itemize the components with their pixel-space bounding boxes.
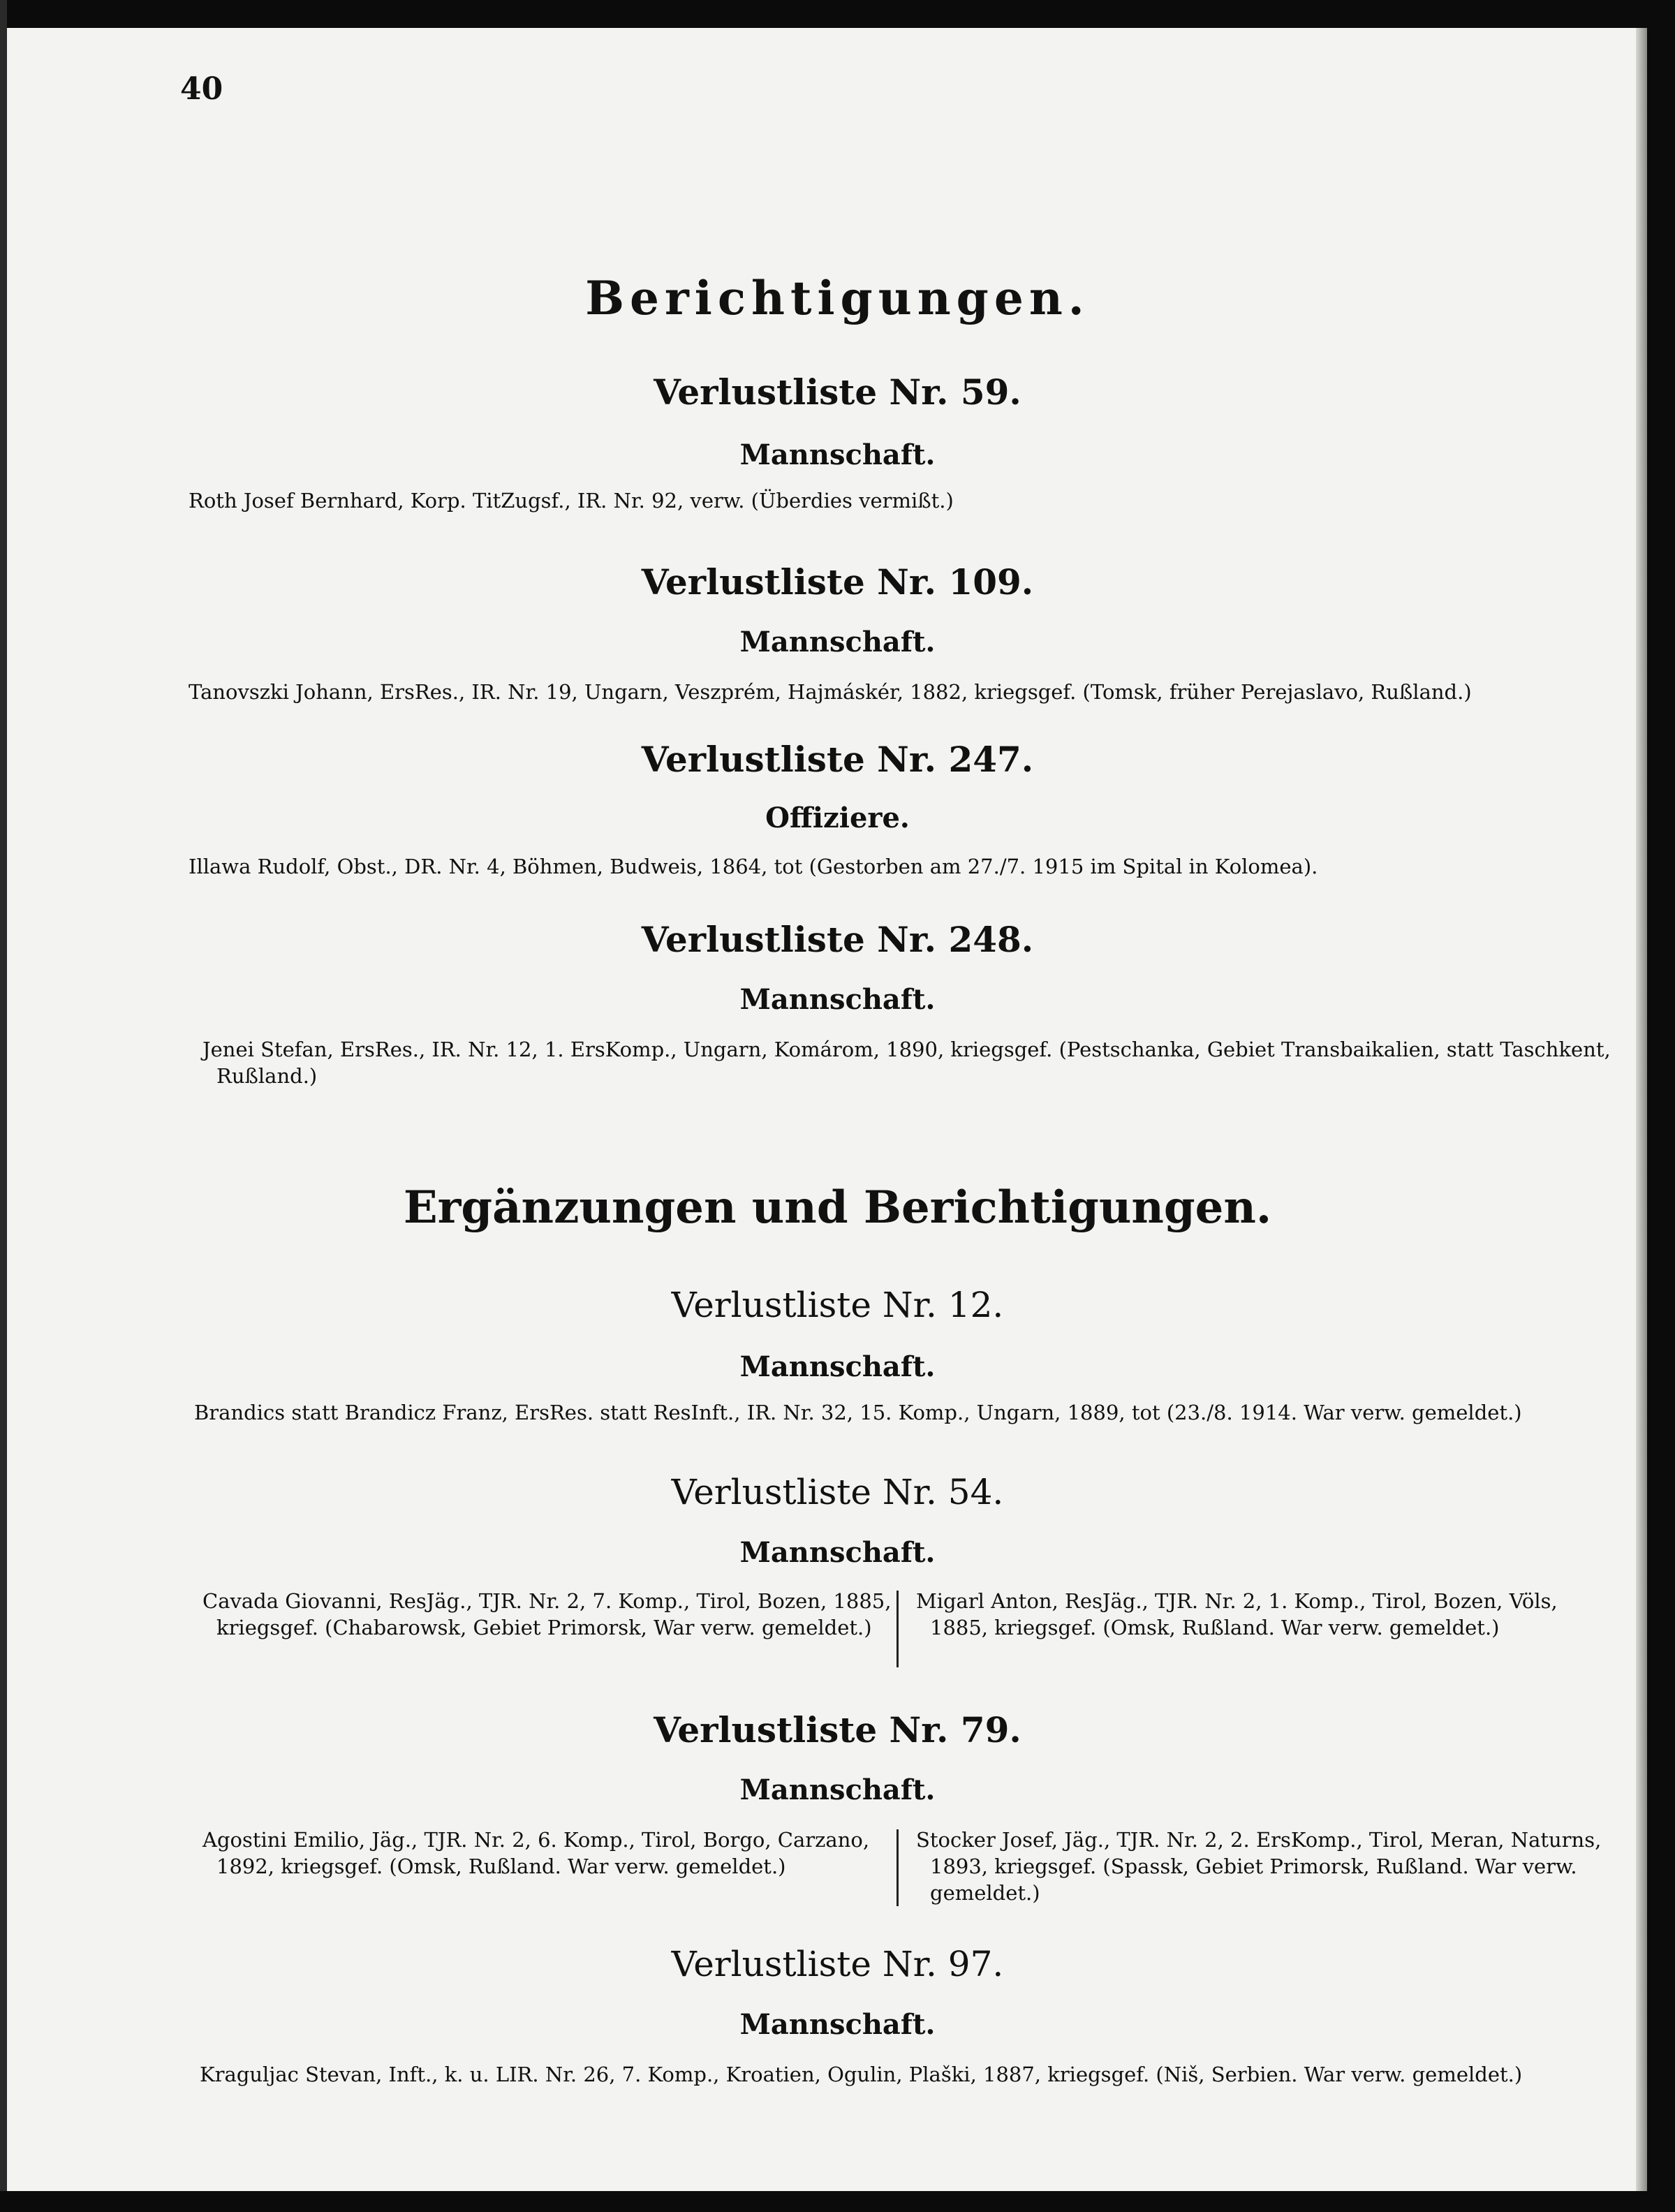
list-heading-248: Verlustliste Nr. 248. <box>641 919 1034 960</box>
entry-right-column: Stocker Josef, Jäg., TJR. Nr. 2, 2. ErsKomp., Tirol, Meran, Naturns, 1893, kriegsgef. (Spassk, Gebiet Primorsk, Rußland. War verw. gemeldet.) <box>916 1828 1602 1905</box>
page-number: 40 <box>180 71 223 107</box>
list-heading-97: Verlustliste Nr. 97. <box>671 1944 1004 1984</box>
entry-text: Illawa Rudolf, Obst., DR. Nr. 4, Böhmen, Budweis, 1864, tot (Gestorben am 27./7. 1915 im Spital in Kolomea). <box>189 855 1318 878</box>
category-heading: Mannschaft. <box>739 1774 936 1806</box>
entry-left-column: Cavada Giovanni, ResJäg., TJR. Nr. 2, 7. Komp., Tirol, Bozen, 1885, kriegsgef. (Chabarowsk, Gebiet Primorsk, War verw. gemeldet.) <box>202 1589 892 1639</box>
entry-text: Kraguljac Stevan, Inft., k. u. LIR. Nr. 26, 7. Komp., Kroatien, Ogulin, Plaški, 1887, kriegsgef. (Niš, Serbien. War verw. gemeldet.) <box>200 2063 1523 2086</box>
entry-text: Jenei Stefan, ErsRes., IR. Nr. 12, 1. ErsKomp., Ungarn, Komárom, 1890, kriegsgef. (Pestschanka, Gebiet Transbaikalien, statt Taschkent, Rußland.) <box>202 1038 1611 1088</box>
category-heading: Mannschaft. <box>739 438 936 471</box>
scan-page-shadow <box>1636 28 1647 2212</box>
list-heading-247: Verlustliste Nr. 247. <box>641 739 1034 780</box>
category-heading: Mannschaft. <box>739 626 936 658</box>
column-divider <box>896 1829 899 1906</box>
category-heading: Offiziere. <box>765 802 910 834</box>
scan-edge-left <box>0 0 7 2212</box>
entry-text: Roth Josef Bernhard, Korp. TitZugsf., IR. Nr. 92, verw. (Überdies vermißt.) <box>189 489 954 513</box>
column-divider <box>896 1591 899 1667</box>
category-heading: Mannschaft. <box>739 2008 936 2041</box>
entry-text: Tanovszki Johann, ErsRes., IR. Nr. 19, Ungarn, Veszprém, Hajmáskér, 1882, kriegsgef. (Tomsk, früher Perejaslavo, Rußland.) <box>189 680 1472 704</box>
entry-text: Brandics statt Brandicz Franz, ErsRes. statt ResInft., IR. Nr. 32, 15. Komp., Ungarn, 1889, tot (23./8. 1914. War verw. gemeldet.) <box>194 1401 1522 1424</box>
section-title-ergaenzungen: Ergänzungen und Berichtigungen. <box>403 1181 1272 1234</box>
entry-left-column: Agostini Emilio, Jäg., TJR. Nr. 2, 6. Komp., Tirol, Borgo, Carzano, 1892, kriegsgef. (Omsk, Rußland. War verw. gemeldet.) <box>202 1828 870 1878</box>
entry-right-column: Migarl Anton, ResJäg., TJR. Nr. 2, 1. Komp., Tirol, Bozen, Völs, 1885, kriegsgef. (Omsk, Rußland. War verw. gemeldet.) <box>916 1589 1558 1639</box>
list-heading-59: Verlustliste Nr. 59. <box>654 371 1021 413</box>
category-heading: Mannschaft. <box>739 1536 936 1569</box>
list-heading-79: Verlustliste Nr. 79. <box>654 1709 1021 1750</box>
list-heading-54: Verlustliste Nr. 54. <box>671 1472 1004 1512</box>
scan-edge-right <box>1647 0 1675 2212</box>
list-heading-12: Verlustliste Nr. 12. <box>671 1285 1004 1325</box>
category-heading: Mannschaft. <box>739 983 936 1016</box>
category-heading: Mannschaft. <box>739 1350 936 1383</box>
scan-edge-bottom <box>0 2191 1675 2212</box>
scan-edge-top <box>0 0 1675 28</box>
list-heading-109: Verlustliste Nr. 109. <box>641 561 1034 603</box>
section-title-berichtigungen: Berichtigungen. <box>585 271 1090 325</box>
